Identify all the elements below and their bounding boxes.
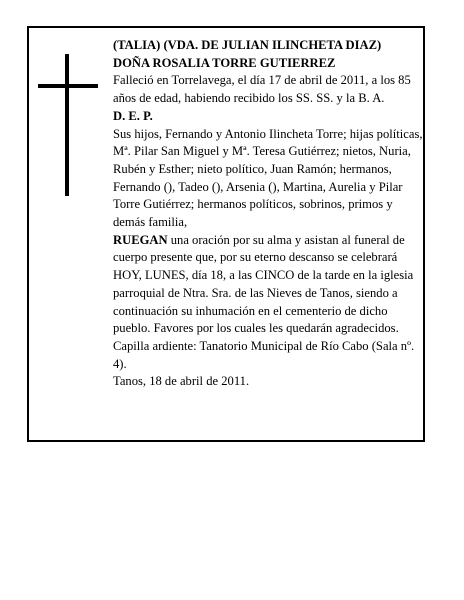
deceased-name: DOÑA ROSALIA TORRE GUTIERREZ (113, 55, 336, 70)
cross-icon (38, 54, 98, 196)
ruegan-label: RUEGAN (113, 232, 168, 247)
death-info: Falleció en Torrelavega, el día 17 de abril de 2011, a los 85 años de edad, habiendo recibido los SS. SS. y la B. A. (113, 73, 411, 106)
rip-line: D. E. P. (113, 108, 153, 123)
ruegan-text: una oración por su alma y asistan al funeral de cuerpo presente que, por su eterno descanso se celebrará HOY, LUNES, día 18, a las CINCO de la tarde en la iglesia parroquial de Ntra. Sra. de las Nieves de Tanos, siendo a continuación su inhumación en el cementerio de dicho pueblo. Favores por los cuales les quedarán agradecidos. Capilla ardiente: Tanatorio Municipal de Río Cabo (Sala nº. 4). (113, 232, 415, 371)
header-line: (TALIA) (VDA. DE JULIAN ILINCHETA DIAZ) (113, 38, 382, 52)
ruegan-paragraph (113, 232, 423, 374)
cross-vertical-bar (65, 54, 69, 196)
family-list: Sus hijos, Fernando y Antonio Ilincheta Torre; hijas políticas, Mª. Pilar San Miguel y Mª. Teresa Gutiérrez; nietos, Nuria, Rubén y Esther; nieto político, Juan Ramón; hermanos, Fernando (), Tadeo (), Arsenia (), Martina, Aurelia y Pilar Torre Gutiérrez; hermanos políticos, sobrinos, primos y demás familia, (113, 126, 423, 230)
cross-horizontal-bar (38, 84, 98, 88)
place-date: Tanos, 18 de abril de 2011. (113, 374, 250, 389)
obituary-text (113, 37, 423, 391)
